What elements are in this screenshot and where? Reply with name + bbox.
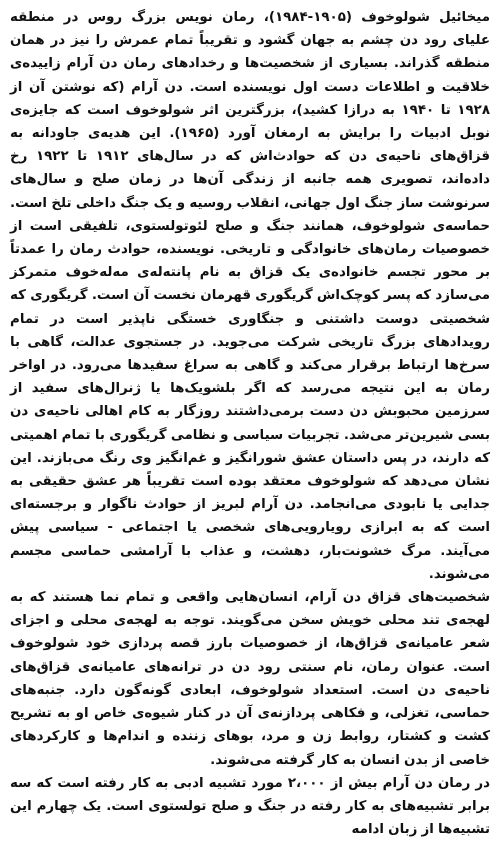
paragraph-characters: شخصیت‌های قزاق دن آرام، انسان‌هایی واقعی و تمام نما هستند که به لهجه‌ی تند محلی خویش سخن می‌گویند. توجه به لهجه‌ی محلی و اجزای شعر عامیانه‌ی قزاق‌ها، از خصوصیات بارز قصه پردازی خود شولوخوف است. عنوان رمان، نام سنتی رود دن در ترانه‌های عامیانه‌ی قزاق‌های ناحیه‌ی دن است. استعداد شولوخوف، ابعادی گونه‌گون دارد. جنبه‌های حماسی، تغزلی، و فکاهی پردازنه‌ی آن در کنار شیوه‌ی خاص او به تشریح کشت و کشتار، روابط زن و مرد، بوهای زننده و اندام‌ها و کارکردهای خاصی از بدن انسان به کار گرفته می‌شوند. bbox=[10, 590, 490, 768]
paragraph-intro: میخائیل شولوخوف (۱۹۰۵-۱۹۸۴)، رمان نویس بزرگ روس در منطقه علیای رود دن چشم به جهان گشود و تقریباً تمام عمرش را نیز در همان منطقه گذراند. بسیاری از شخصیت‌ها و رخدادهای رمان دن آرام زاییده‌ی خلاقیت و اطلاعات دست اول نویسنده است. دن آرام (که نوشتن آن از ۱۹۲۸ تا ۱۹۴۰ به درازا کشید)، بزرگترین اثر شولوخوف است که جایزه‌ی نوبل ادبیات را برایش به ارمغان آورد (۱۹۶۵). این هدیه‌ی جاودانه به قزاق‌های ناحیه‌ی دن که حوادث‌اش که در سال‌های ۱۹۱۲ تا ۱۹۲۲ رخ داده‌اند، تصویری همه جانبه از زندگی آن‌ها در زمان صلح و سال‌های سرنوشت ساز جنگ اول جهانی، انقلاب روسیه و یک جنگ داخلی تلخ است. حماسه‌ی شولوخوف، همانند جنگ و صلح لئوتولستوی، تلفیقی است از خصوصیات رمان‌های خانوادگی و تاریخی. نویسنده، حوادث رمان را عمدتاً بر محور تجسم خانواده‌ی یک قزاق به نام پانته‌له‌ی مه‌له‌خوف متمرکز می‌سازد که پسر کوچک‌اش گریگوری قهرمان نخست آن است. گریگوری که شخصیتی دوست داشتنی و جنگاوری خستگی ناپذیر است در تمام رویدادهای بزرگ تاریخی شرکت می‌جوید. در جستجوی عدالت، گاهی با سرخ‌ها ارتباط برقرار می‌کند و گاهی به سراغ سفیدها می‌رود. در اواخر رمان به این نتیجه می‌رسد که اگر بلشویک‌ها یا ژنرال‌های سفید از سرزمین محبوبش دن دست برمی‌داشتند روزگار به کام اهالی ناحیه‌ی دن بسی شیرین‌تر می‌شد. تجربیات سیاسی و نظامی گریگوری با تمام اهمیتی که دارند، در پس داستان عشق شورانگیز و غم‌انگیز وی رنگ می‌بازند. این نشان می‌دهد که شولوخوف معتقد بوده است تقریباً هر عشق حقیقی به جدایی یا نابودی می‌انجامد. دن آرام لبریز از حوادث ناگوار و برجسته‌ای است که به ابرازی رویارویی‌های شخصی یا اجتماعی - سیاسی پیش می‌آیند. مرگ خشونت‌بار، دهشت، و عذاب با آرامشی حماسی مجسم می‌شوند. bbox=[10, 10, 490, 582]
paragraph-similes: در رمان دن آرام بیش از ۲،۰۰۰ مورد تشبیه ادبی به کار رفته است که سه برابر تشبیه‌های به کار رفته در جنگ و صلح تولستوی است. یک چهارم این تشبیه‌ها از زبان ادامه bbox=[10, 775, 490, 838]
